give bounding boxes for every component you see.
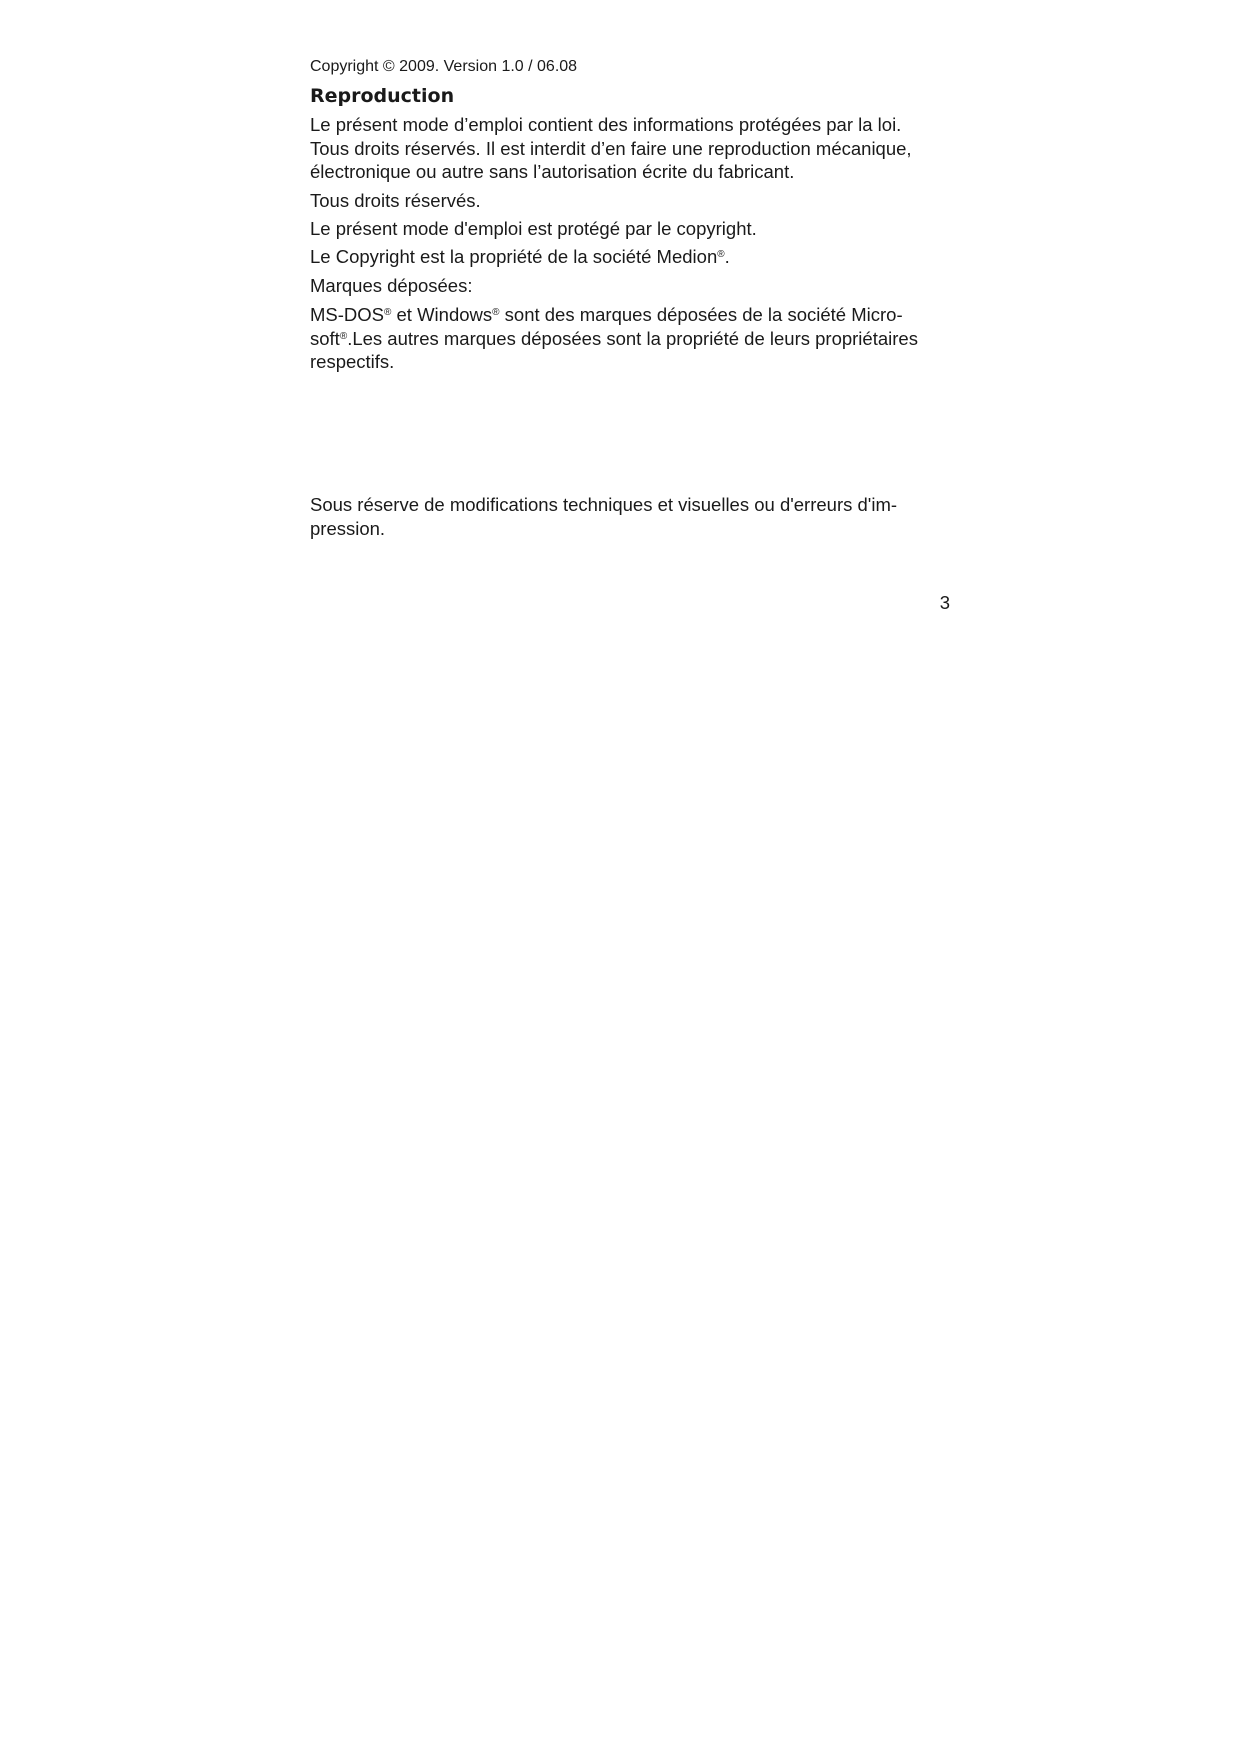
other-trademarks-text: .Les autres marques déposées sont la propriété de leurs propriétaires xyxy=(347,327,918,349)
ms-dos-text: MS-DOS xyxy=(310,304,384,325)
windows-text: et Windows xyxy=(391,304,493,325)
text-line xyxy=(310,327,950,351)
text-line: respectifs. xyxy=(310,351,395,372)
registered-mark: ® xyxy=(492,307,500,318)
modifications-disclaimer xyxy=(310,493,950,540)
registered-mark: ® xyxy=(717,249,725,260)
trademarks-label: Marques déposées: xyxy=(310,275,473,296)
reproduction-paragraph xyxy=(310,113,950,184)
rights-reserved-paragraph: Tous droits réservés. xyxy=(310,190,481,211)
sentence-end: . xyxy=(724,246,730,267)
registered-mark: ® xyxy=(384,307,392,318)
text-line xyxy=(310,303,950,327)
text-line: électronique ou autre sans l’autorisation écrite du fabricant. xyxy=(310,161,795,182)
copyright-owner-text: Le Copyright est la propriété de la société Medion xyxy=(310,246,718,267)
text-line: pression. xyxy=(310,517,386,539)
copyright-protection-paragraph: Le présent mode d'emploi est protégé par le copyright. xyxy=(310,218,757,239)
section-heading: Reproduction xyxy=(310,85,455,107)
text-line: Sous réserve de modifications techniques et visuelles ou d'erreurs d'im- xyxy=(310,494,898,515)
copyright-line: Copyright © 2009. Version 1.0 / 06.08 xyxy=(310,58,578,75)
copyright-owner-paragraph xyxy=(310,245,950,269)
text-line: Tous droits réservés. Il est interdit d’en faire une reproduction mécanique, xyxy=(310,137,912,159)
page-number: 3 xyxy=(939,592,950,613)
registered-mark: ® xyxy=(339,330,348,342)
text-line: Le présent mode d’emploi contient des informations protégées par la loi. xyxy=(310,114,902,135)
soft-text: soft xyxy=(310,327,340,349)
trademark-owner-text: sont des marques déposées de la société Micro- xyxy=(499,304,903,325)
trademarks-paragraph xyxy=(310,303,950,374)
